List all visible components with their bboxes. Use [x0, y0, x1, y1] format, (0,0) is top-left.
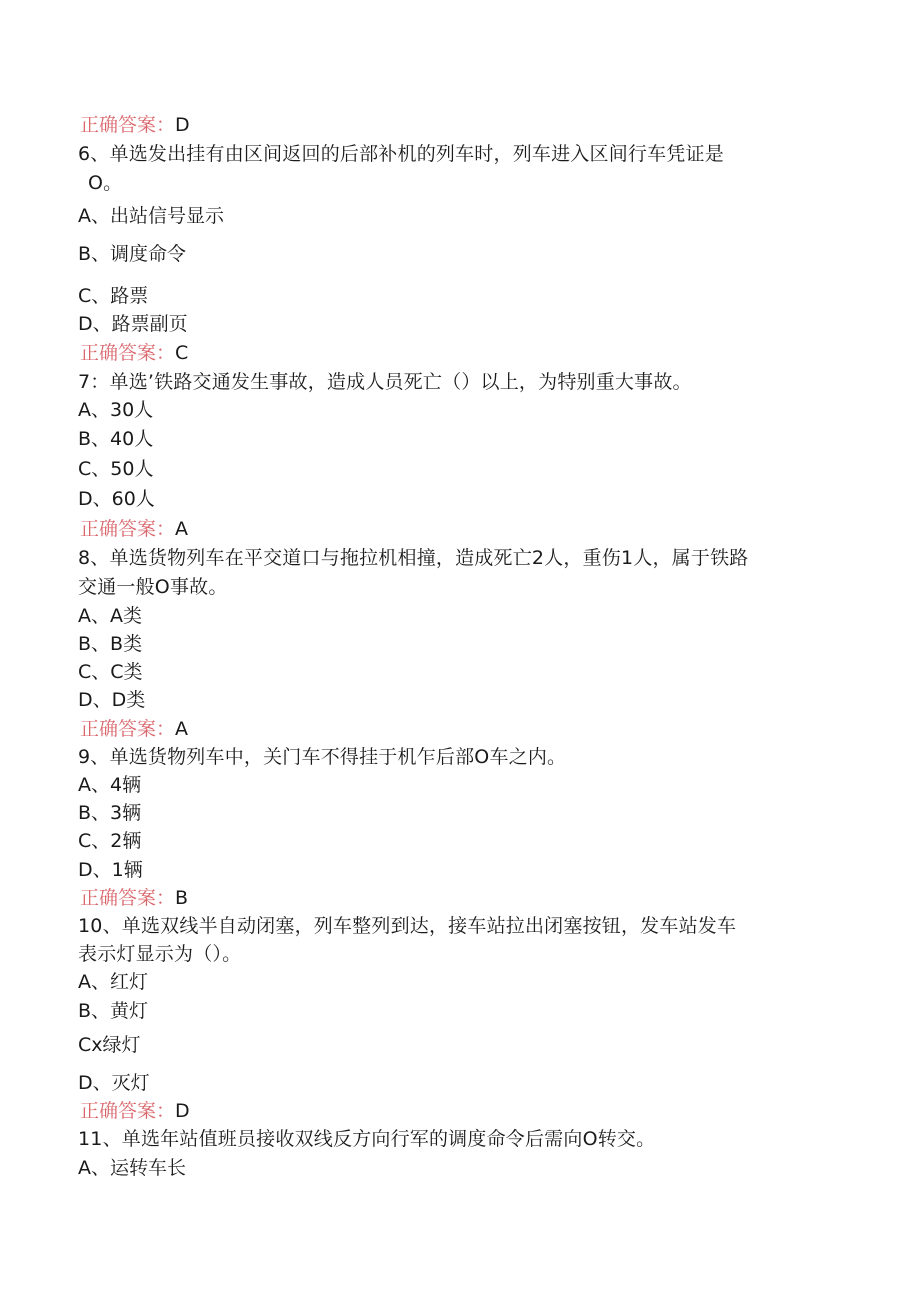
answer-value: D [175, 114, 190, 136]
answer-label: 正确答案： [80, 114, 176, 136]
answer-line [80, 717, 188, 741]
question-10-option-c: Cx绿灯 [78, 1034, 141, 1056]
question-8-option-b: B、B类 [78, 633, 143, 655]
question-6-text: 6、单选发出挂有由区间返回的后部补机的列车时，列车进入区间行车凭证是 [78, 143, 724, 165]
answer-label: 正确答案： [80, 718, 176, 740]
question-6-option-b: B、调度命令 [78, 243, 187, 265]
question-6-text-cont: O。 [88, 172, 123, 194]
question-7-option-a: A、30人 [78, 399, 154, 421]
answer-value: A [175, 718, 189, 740]
question-8-text-cont: 交通一般O事故。 [78, 576, 228, 598]
question-6-option-a: A、出站信号显示 [78, 205, 224, 227]
question-10-option-d: D、灭灯 [78, 1072, 150, 1094]
question-6-option-d: D、路票副页 [78, 313, 188, 335]
answer-value: C [175, 342, 189, 364]
answer-line [80, 1099, 190, 1123]
answer-label: 正确答案： [80, 887, 176, 909]
question-7-option-d: D、60人 [78, 488, 155, 510]
question-11-text: 11、单选年站值班员接收双线反方向行军的调度命令后需向O转交。 [78, 1128, 656, 1150]
question-9-option-d: D、1辆 [78, 859, 143, 881]
answer-value: A [175, 518, 189, 540]
question-8-option-c: C、C类 [78, 661, 143, 683]
answer-line [80, 341, 188, 365]
answer-line [80, 886, 188, 910]
question-10-option-b: B、黄灯 [78, 1000, 149, 1022]
question-6-option-c: C、路票 [78, 285, 149, 307]
question-10-text: 10、单选双线半自动闭塞，列车整列到达，接车站拉出闭塞按钮，发车站发车 [78, 915, 737, 937]
question-8-option-d: D、D类 [78, 689, 146, 711]
question-9-option-c: C、2辆 [78, 830, 142, 852]
question-10-text-cont: 表示灯显示为（）。 [78, 943, 242, 965]
question-8-text: 8、单选货物列车在平交道口与拖拉机相撞，造成死亡2人，重伤1人，属于铁路 [78, 547, 749, 569]
question-7-option-b: B、40人 [78, 428, 154, 450]
question-11-option-a: A、运转车长 [78, 1157, 186, 1179]
answer-label: 正确答案： [80, 1100, 176, 1122]
question-7-text: 7：单选’铁路交通发生事故，造成人员死亡（）以上，为特别重大事故。 [78, 371, 692, 393]
answer-value: B [175, 887, 189, 909]
question-9-option-a: A、4辆 [78, 774, 142, 796]
question-7-option-c: C、50人 [78, 458, 154, 480]
question-9-text: 9、单选货物列车中，关门车不得挂于机乍后部O车之内。 [78, 746, 567, 768]
answer-label: 正确答案： [80, 342, 176, 364]
answer-line [80, 113, 190, 137]
answer-line [80, 517, 188, 541]
answer-label: 正确答案： [80, 518, 176, 540]
question-10-option-a: A、红灯 [78, 971, 148, 993]
question-8-option-a: A、A类 [78, 605, 142, 627]
answer-value: D [175, 1100, 190, 1122]
question-9-option-b: B、3辆 [78, 802, 142, 824]
